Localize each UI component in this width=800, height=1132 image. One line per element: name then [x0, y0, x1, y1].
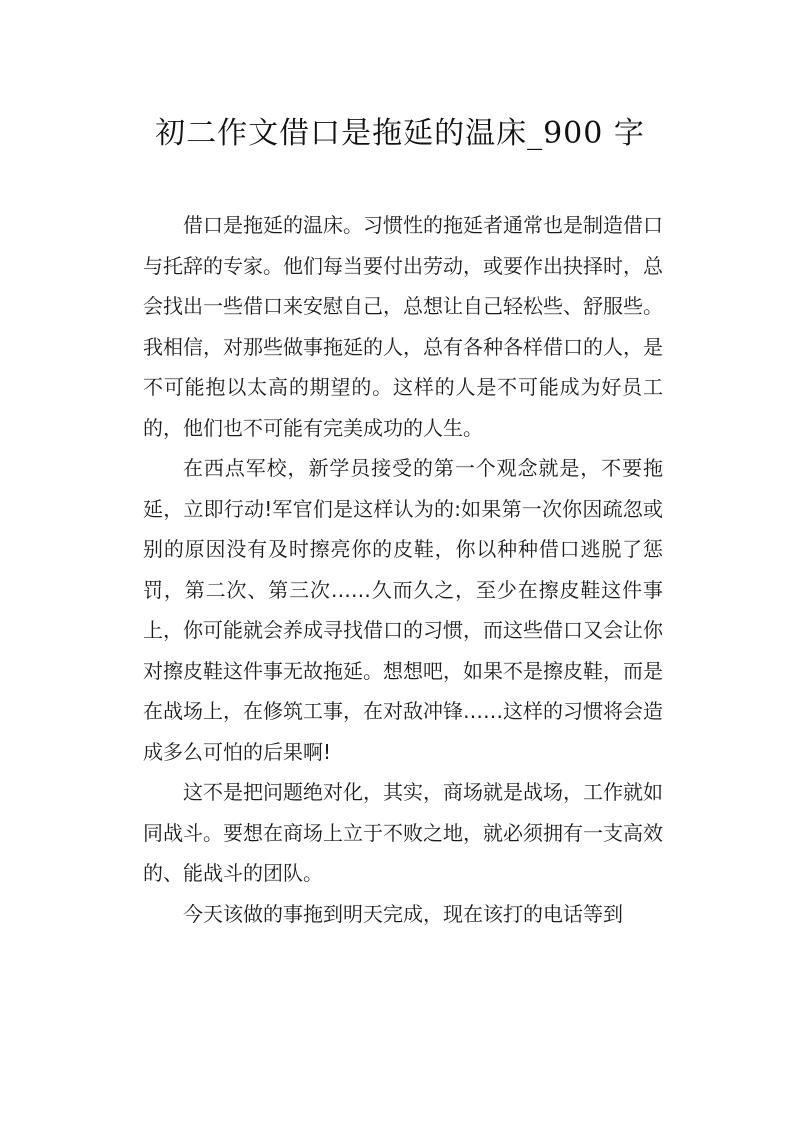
paragraph: 这不是把问题绝对化，其实，商场就是战场，工作就如同战斗。要想在商场上立于不败之地，就必须拥有一支高效的、能战斗的团队。 [143, 780, 663, 885]
document-title: 初二作文借口是拖延的温床_900 字 [155, 116, 645, 151]
paragraph: 今天该做的事拖到明天完成，现在该打的电话等到 [183, 901, 623, 926]
paragraph: 借口是拖延的温床。习惯性的拖延者通常也是制造借口与托辞的专家。他们每当要付出劳动，或要作出抉择时，总会找出一些借口来安慰自己，总想让自己轻松些、舒服些。我相信，对那些做事拖延的人，总有各种各样借口的人，是不可能抱以太高的期望的。这样的人是不可能成为好员工的，他们也不可能有完美成功的人生。 [143, 213, 663, 440]
paragraph: 在西点军校，新学员接受的第一个观念就是，不要拖延，立即行动!军官们是这样认为的:如果第一次你因疏忽或别的原因没有及时擦亮你的皮鞋，你以种种借口逃脱了惩罚，第二次、第三次……久而久之，至少在擦皮鞋这件事上，你可能就会养成寻找借口的习惯，而这些借口又会让你对擦皮鞋这件事无故拖延。想想吧，如果不是擦皮鞋，而是在战场上，在修筑工事，在对敌冲锋……这样的习惯将会造成多么可怕的后果啊! [143, 456, 663, 764]
document-body [143, 205, 663, 934]
